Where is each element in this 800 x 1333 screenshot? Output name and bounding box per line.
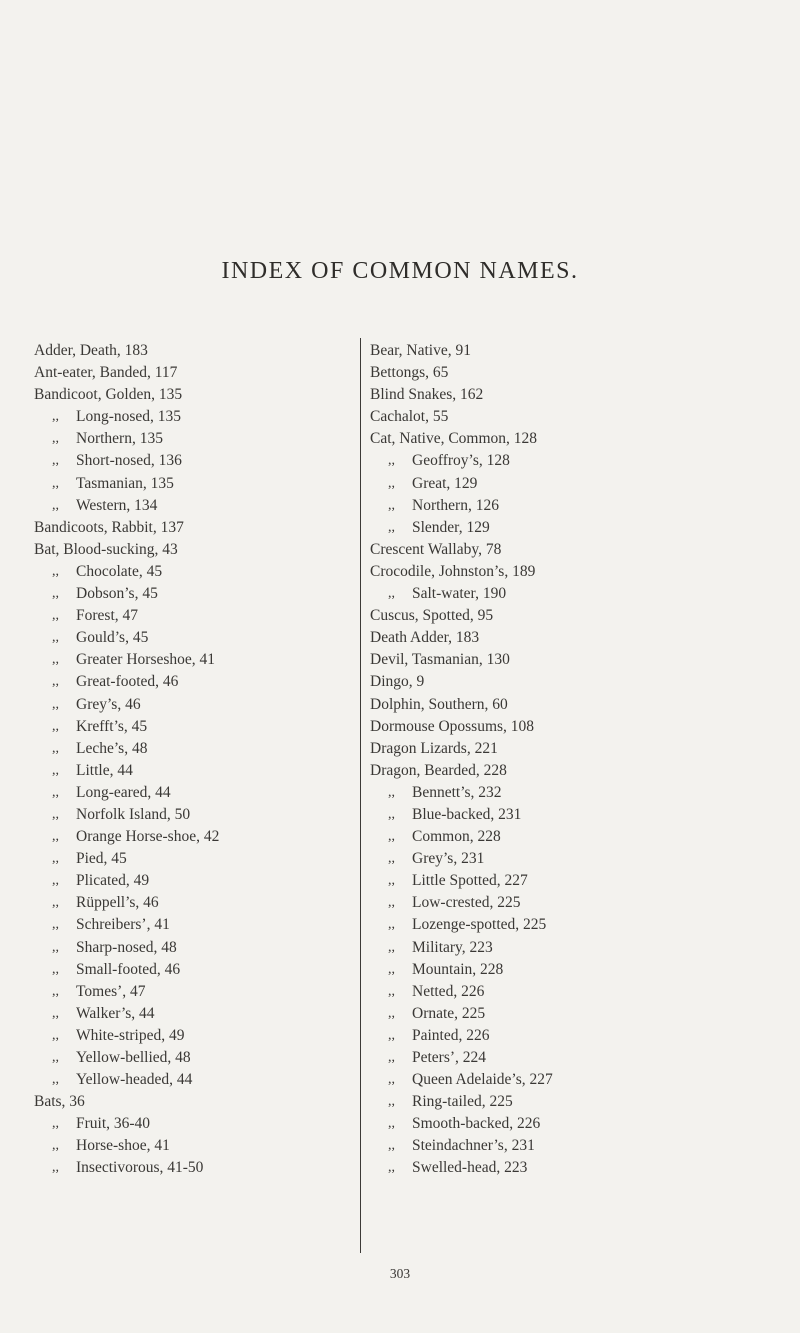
index-entry-text: Little, 44 (76, 761, 133, 779)
index-entry-text: Blind Snakes, 162 (370, 386, 484, 404)
index-entry (34, 649, 364, 671)
index-entry (370, 782, 790, 804)
ditto-mark: ,, (52, 497, 59, 513)
index-entry-text: Bat, Blood-sucking, 43 (34, 540, 178, 558)
index-entry-text: Yellow-headed, 44 (76, 1071, 193, 1089)
index-entry (370, 1069, 790, 1091)
ditto-mark: ,, (52, 895, 59, 911)
column-divider (360, 338, 361, 1253)
index-entry-text: Tomes’, 47 (76, 982, 146, 1000)
index-entry (370, 1047, 790, 1069)
index-entry-text: Bats, 36 (34, 1093, 85, 1111)
ditto-mark: ,, (52, 1138, 59, 1154)
index-entry (34, 539, 364, 561)
index-entry-text: Bennett’s, 232 (412, 783, 502, 801)
index-entry (370, 671, 790, 693)
index-entry (370, 605, 790, 627)
index-entry (34, 362, 364, 384)
index-entry (34, 937, 364, 959)
index-entry-text: Lozenge-spotted, 225 (412, 916, 547, 934)
index-entry-text: Low-crested, 225 (412, 894, 521, 912)
index-column-left (34, 340, 364, 1180)
index-entry-text: Short-nosed, 136 (76, 452, 182, 470)
index-entry-text: Dormouse Opossums, 108 (370, 717, 535, 735)
index-entry-text: Geoffroy’s, 128 (412, 452, 510, 470)
index-entry (370, 1113, 790, 1135)
index-entry-text: Small-footed, 46 (76, 960, 181, 978)
ditto-mark: ,, (388, 1160, 395, 1176)
ditto-mark: ,, (52, 806, 59, 822)
index-entry (34, 782, 364, 804)
index-entry-text: Schreibers’, 41 (76, 916, 170, 934)
ditto-mark: ,, (52, 586, 59, 602)
index-entry-text: Great-footed, 46 (76, 673, 179, 691)
index-entry (370, 981, 790, 1003)
index-entry (370, 561, 790, 583)
ditto-mark: ,, (388, 983, 395, 999)
ditto-mark: ,, (52, 784, 59, 800)
index-entry (370, 340, 790, 362)
index-entry-text: Bandicoots, Rabbit, 137 (34, 518, 184, 536)
index-entry (370, 738, 790, 760)
index-entry-text: Ornate, 225 (412, 1004, 486, 1022)
index-entry-text: Forest, 47 (76, 607, 138, 625)
ditto-mark: ,, (52, 696, 59, 712)
index-entry (34, 473, 364, 495)
index-entry (370, 1091, 790, 1113)
index-entry (34, 1157, 364, 1179)
index-entry (370, 539, 790, 561)
index-entry-text: Little Spotted, 227 (412, 872, 528, 890)
ditto-mark: ,, (388, 829, 395, 845)
index-entry (34, 848, 364, 870)
ditto-mark: ,, (388, 1094, 395, 1110)
index-entry (34, 694, 364, 716)
index-entry-text: Gould’s, 45 (76, 629, 149, 647)
ditto-mark: ,, (52, 762, 59, 778)
index-entry (34, 760, 364, 782)
ditto-mark: ,, (52, 475, 59, 491)
index-entry (370, 362, 790, 384)
ditto-mark: ,, (52, 1005, 59, 1021)
index-entry-text: Bandicoot, Golden, 135 (34, 386, 183, 404)
index-entry-text: Great, 129 (412, 474, 478, 492)
ditto-mark: ,, (52, 1050, 59, 1065)
index-entry (370, 450, 790, 472)
index-entry (370, 959, 790, 981)
index-entry (370, 583, 790, 605)
index-entry (34, 583, 364, 605)
index-entry (370, 914, 790, 936)
index-entry-text: Smooth-backed, 226 (412, 1115, 541, 1133)
index-entry-text: Cuscus, Spotted, 95 (370, 607, 494, 625)
index-entry-text: Cat, Native, Common, 128 (370, 430, 538, 448)
ditto-mark: ,, (388, 1027, 395, 1043)
index-entry-text: Adder, Death, 183 (34, 342, 148, 359)
index-entry-text: Dragon, Bearded, 228 (370, 761, 507, 779)
index-entry (370, 1135, 790, 1157)
index-entry-text: Rüppell’s, 46 (76, 894, 159, 912)
index-entry-text: Pied, 45 (76, 850, 127, 868)
index-entry (370, 627, 790, 649)
ditto-mark: ,, (388, 939, 395, 955)
index-entry (370, 804, 790, 826)
ditto-mark: ,, (388, 917, 395, 933)
index-entry (370, 1003, 790, 1025)
index-entry-text: Mountain, 228 (412, 960, 504, 978)
index-entry-text: Norfolk Island, 50 (76, 805, 191, 823)
index-entry-text: Dobson’s, 45 (76, 585, 158, 603)
index-entry (34, 406, 364, 428)
ditto-mark: ,, (388, 895, 395, 911)
index-entry (34, 450, 364, 472)
index-entry-text: Long-nosed, 135 (76, 408, 182, 426)
index-entry-text: Grey’s, 231 (412, 850, 485, 868)
index-entry-text: Greater Horseshoe, 41 (76, 651, 216, 669)
index-entry-text: Peters’, 224 (412, 1049, 487, 1066)
index-entry-text: Tasmanian, 135 (76, 474, 174, 492)
page-number: 303 (389, 1266, 411, 1281)
index-entry-text: Insectivorous, 41-50 (76, 1159, 204, 1177)
index-entry (34, 517, 364, 539)
index-entry-text: Orange Horse-shoe, 42 (76, 828, 220, 846)
index-entry (370, 870, 790, 892)
index-entry-text: Long-eared, 44 (76, 783, 171, 801)
index-entry (34, 1069, 364, 1091)
index-entry-text: Queen Adelaide’s, 227 (412, 1071, 553, 1089)
index-entry-text: Grey’s, 46 (76, 695, 141, 713)
index-entry-text: Common, 228 (412, 828, 501, 846)
index-entry-text: Netted, 226 (412, 982, 485, 1000)
index-entry (370, 517, 790, 539)
index-entry (370, 649, 790, 671)
ditto-mark: ,, (388, 1050, 395, 1065)
index-entry-text: Cachalot, 55 (370, 408, 449, 426)
ditto-mark: ,, (52, 1116, 59, 1132)
ditto-mark: ,, (388, 873, 395, 889)
ditto-mark: ,, (388, 851, 395, 867)
index-entry (34, 340, 364, 362)
index-entry (34, 892, 364, 914)
index-entry (34, 826, 364, 848)
ditto-mark: ,, (388, 1116, 395, 1132)
ditto-mark: ,, (388, 806, 395, 822)
index-entry-text: Sharp-nosed, 48 (76, 938, 177, 956)
index-entry (370, 848, 790, 870)
index-entry-text: Leche’s, 48 (76, 739, 148, 757)
index-entry (34, 804, 364, 826)
ditto-mark: ,, (52, 939, 59, 955)
ditto-mark: ,, (52, 1160, 59, 1176)
index-entry (34, 716, 364, 738)
index-entry-text: Steindachner’s, 231 (412, 1137, 535, 1155)
ditto-mark: ,, (52, 409, 59, 425)
index-entry-text: Dragon Lizards, 221 (370, 739, 498, 757)
index-entry-text: Northern, 135 (76, 430, 163, 448)
index-entry (34, 1113, 364, 1135)
index-entry (34, 1025, 364, 1047)
ditto-mark: ,, (388, 475, 395, 491)
ditto-mark: ,, (388, 519, 395, 535)
index-entry (34, 981, 364, 1003)
index-entry (34, 495, 364, 517)
index-entry (34, 1091, 364, 1113)
index-entry-text: Dingo, 9 (370, 673, 425, 691)
index-column-right (370, 340, 790, 1180)
index-entry (370, 1157, 790, 1179)
index-entry-text: Yellow-bellied, 48 (76, 1049, 191, 1066)
ditto-mark: ,, (52, 873, 59, 889)
ditto-mark: ,, (52, 674, 59, 690)
index-entry (34, 384, 364, 406)
ditto-mark: ,, (388, 1072, 395, 1088)
index-entry (370, 892, 790, 914)
index-entry (34, 914, 364, 936)
index-entry-text: Western, 134 (76, 496, 158, 514)
ditto-mark: ,, (388, 453, 395, 469)
ditto-mark: ,, (52, 718, 59, 734)
index-entry (370, 1025, 790, 1047)
index-entry (370, 428, 790, 450)
ditto-mark: ,, (52, 983, 59, 999)
index-entry-text: Dolphin, Southern, 60 (370, 695, 508, 713)
index-entry-text: Military, 223 (412, 938, 493, 956)
ditto-mark: ,, (52, 740, 59, 756)
ditto-mark: ,, (388, 497, 395, 513)
index-entry (34, 1047, 364, 1069)
index-entry-text: Bear, Native, 91 (370, 342, 471, 359)
index-entry-text: Ring-tailed, 225 (412, 1093, 513, 1111)
ditto-mark: ,, (52, 1027, 59, 1043)
index-entry (370, 716, 790, 738)
index-entry-text: Crocodile, Johnston’s, 189 (370, 562, 536, 580)
index-entry (370, 937, 790, 959)
index-entry (34, 561, 364, 583)
ditto-mark: ,, (388, 1138, 395, 1154)
index-entry-text: Salt-water, 190 (412, 585, 507, 603)
page-title: INDEX OF COMMON NAMES. (221, 258, 579, 284)
ditto-mark: ,, (52, 563, 59, 579)
index-entry-text: Horse-shoe, 41 (76, 1137, 170, 1155)
index-entry-text: Swelled-head, 223 (412, 1159, 528, 1177)
index-entry (370, 384, 790, 406)
index-entry (34, 605, 364, 627)
index-entry-text: Crescent Wallaby, 78 (370, 540, 502, 558)
index-entry (370, 473, 790, 495)
index-entry-text: Slender, 129 (412, 518, 490, 536)
index-entry (370, 694, 790, 716)
index-entry-text: Bettongs, 65 (370, 364, 449, 382)
index-entry (34, 671, 364, 693)
ditto-mark: ,, (388, 586, 395, 602)
index-entry-text: Death Adder, 183 (370, 629, 480, 647)
index-entry-text: Devil, Tasmanian, 130 (370, 651, 510, 669)
ditto-mark: ,, (52, 431, 59, 447)
ditto-mark: ,, (52, 652, 59, 668)
index-entry-text: White-striped, 49 (76, 1026, 185, 1044)
index-entry-text: Krefft’s, 45 (76, 717, 148, 735)
index-entry (370, 406, 790, 428)
ditto-mark: ,, (388, 1005, 395, 1021)
ditto-mark: ,, (52, 608, 59, 624)
index-entry-text: Northern, 126 (412, 496, 499, 514)
ditto-mark: ,, (388, 784, 395, 800)
ditto-mark: ,, (52, 829, 59, 845)
index-entry (34, 738, 364, 760)
index-entry (34, 627, 364, 649)
index-entry (370, 760, 790, 782)
index-entry-text: Painted, 226 (412, 1026, 490, 1044)
index-entry-text: Walker’s, 44 (76, 1004, 155, 1022)
ditto-mark: ,, (388, 961, 395, 977)
ditto-mark: ,, (52, 917, 59, 933)
index-entry (34, 959, 364, 981)
index-entry (370, 495, 790, 517)
ditto-mark: ,, (52, 453, 59, 469)
ditto-mark: ,, (52, 961, 59, 977)
index-entry-text: Ant-eater, Banded, 117 (34, 364, 178, 382)
ditto-mark: ,, (52, 1072, 59, 1088)
index-entry (34, 870, 364, 892)
index-entry-text: Chocolate, 45 (76, 562, 163, 580)
index-entry-text: Fruit, 36-40 (76, 1115, 151, 1133)
index-entry (370, 826, 790, 848)
index-entry-text: Blue-backed, 231 (412, 805, 522, 823)
index-entry (34, 1003, 364, 1025)
ditto-mark: ,, (52, 630, 59, 646)
ditto-mark: ,, (52, 851, 59, 867)
index-entry (34, 428, 364, 450)
index-entry-text: Plicated, 49 (76, 872, 150, 890)
index-entry (34, 1135, 364, 1157)
